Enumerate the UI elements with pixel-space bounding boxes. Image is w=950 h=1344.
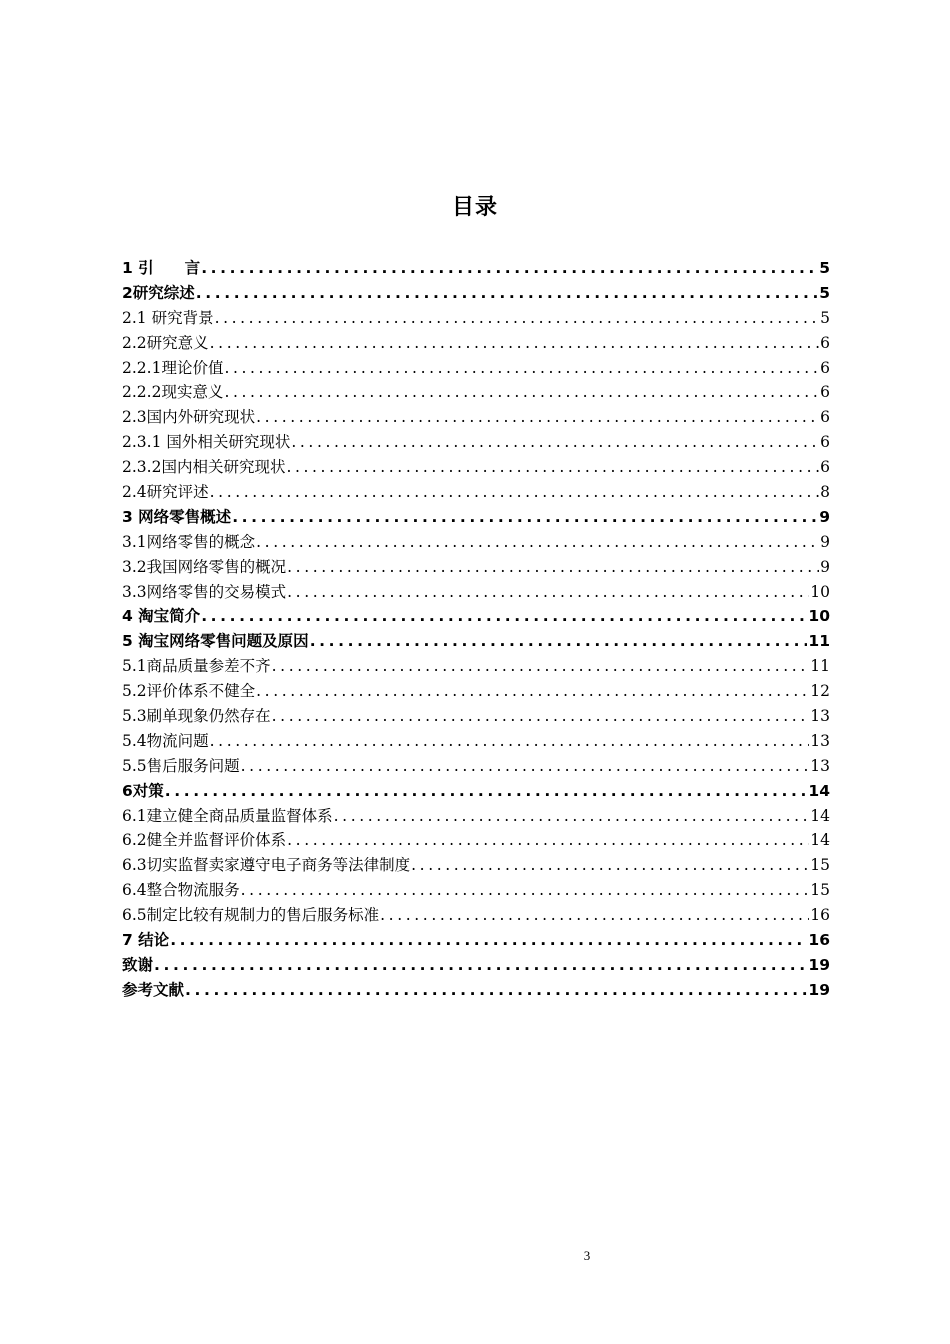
toc-entry-label: 6对策	[122, 781, 164, 800]
toc-dot-leader	[240, 754, 810, 779]
toc-entry[interactable]	[122, 555, 830, 580]
toc-entry-label: 6.4整合物流服务	[122, 881, 240, 900]
toc-entry-page: 6	[820, 383, 830, 402]
toc-dot-leader	[214, 306, 820, 331]
toc-dot-leader	[286, 555, 819, 580]
toc-entry[interactable]	[122, 530, 830, 555]
toc-entry[interactable]	[122, 729, 830, 754]
toc-entry-label: 致谢	[122, 955, 154, 974]
toc-entry[interactable]	[122, 405, 830, 430]
toc-entry-page: 9	[820, 557, 830, 576]
toc-entry-page: 8	[820, 483, 830, 502]
toc-entry-label: 1 引 言	[122, 259, 201, 277]
toc-entry[interactable]	[122, 430, 830, 455]
toc-dot-leader	[271, 704, 810, 729]
toc-entry-label: 参考文献	[122, 980, 185, 999]
toc-entry[interactable]	[122, 828, 830, 853]
toc-entry-label: 2.2研究意义	[122, 333, 209, 352]
toc-dot-leader	[255, 530, 819, 555]
toc-entry-label: 3.2我国网络零售的概况	[122, 557, 287, 576]
toc-entry-label: 2.2.1理论价值	[122, 358, 224, 377]
toc-entry-page: 19	[808, 955, 830, 974]
toc-entry-page: 14	[810, 831, 830, 850]
toc-entry-label: 4 淘宝简介	[122, 607, 201, 626]
toc-dot-leader	[286, 580, 809, 605]
toc-entry-label: 2.4研究评述	[122, 483, 209, 502]
toc-entry-label: 5.2评价体系不健全	[122, 682, 256, 701]
toc-dot-leader	[290, 430, 819, 455]
toc-entry[interactable]	[122, 604, 830, 629]
toc-entry-page: 10	[810, 582, 830, 601]
toc-dot-leader	[285, 455, 819, 480]
toc-entry-page: 6	[820, 358, 830, 377]
toc-entry-page: 12	[810, 682, 830, 701]
toc-entry[interactable]	[122, 505, 830, 530]
toc-entry-label: 6.3切实监督卖家遵守电子商务等法律制度	[122, 856, 411, 875]
toc-entry[interactable]	[122, 754, 830, 779]
toc-entry-label: 2.3.1 国外相关研究现状	[122, 433, 291, 452]
toc-dot-leader	[410, 853, 809, 878]
toc-dot-leader	[184, 978, 807, 1003]
toc-dot-leader	[169, 928, 807, 953]
toc-entry[interactable]	[122, 629, 830, 654]
toc-entry[interactable]	[122, 306, 830, 331]
toc-entry-page: 9	[820, 532, 830, 551]
toc-entry-page: 9	[819, 507, 830, 526]
toc-entry-page: 15	[810, 856, 830, 875]
toc-entry-label: 7 结论	[122, 931, 170, 950]
toc-entry-label: 5.5售后服务问题	[122, 756, 240, 775]
toc-dot-leader	[309, 629, 808, 654]
toc-dot-leader	[200, 256, 818, 281]
toc-entry-page: 13	[810, 756, 830, 775]
toc-dot-leader	[271, 654, 810, 679]
toc-entry[interactable]	[122, 779, 830, 804]
toc-entry[interactable]	[122, 704, 830, 729]
toc-dot-leader	[164, 779, 808, 804]
toc-entry-page: 11	[810, 657, 830, 676]
toc-dot-leader	[223, 380, 819, 405]
toc-entry-page: 14	[808, 781, 830, 800]
toc-entry[interactable]	[122, 480, 830, 505]
toc-entry-page: 5	[819, 259, 830, 277]
toc-entry[interactable]	[122, 256, 830, 281]
toc-entry-label: 2.2.2现实意义	[122, 383, 224, 402]
toc-entry-page: 6	[820, 408, 830, 427]
toc-entry-label: 5.4物流问题	[122, 731, 209, 750]
toc-entry-label: 5.3刷单现象仍然存在	[122, 707, 271, 726]
toc-entry[interactable]	[122, 903, 830, 928]
toc-entry-label: 5.1商品质量参差不齐	[122, 657, 271, 676]
toc-dot-leader	[195, 281, 818, 306]
toc-entry-page: 6	[820, 458, 830, 477]
toc-entry[interactable]	[122, 455, 830, 480]
toc-entry-page: 5	[819, 283, 830, 302]
toc-entry-page: 6	[820, 333, 830, 352]
toc-entry-label: 5 淘宝网络零售问题及原因	[122, 632, 309, 651]
toc-entry-label: 6.5制定比较有规制力的售后服务标准	[122, 906, 380, 925]
toc-entry-page: 6	[820, 433, 830, 452]
toc-entry-page: 19	[808, 980, 830, 999]
toc-entry[interactable]	[122, 380, 830, 405]
toc-entry[interactable]	[122, 580, 830, 605]
page-title: 目录	[451, 195, 498, 220]
toc-entry-page: 5	[820, 308, 830, 327]
toc-entry[interactable]	[122, 281, 830, 306]
toc-entry-page: 11	[808, 632, 830, 651]
toc-dot-leader	[153, 953, 807, 978]
toc-entry-page: 16	[810, 906, 830, 925]
toc-entry-label: 2.3.2国内相关研究现状	[122, 458, 286, 477]
toc-dot-leader	[200, 604, 807, 629]
toc-entry-label: 6.2健全并监督评价体系	[122, 831, 287, 850]
toc-dot-leader	[209, 331, 819, 356]
toc-entry-label: 3.1网络零售的概念	[122, 532, 256, 551]
toc-entry[interactable]	[122, 978, 830, 1003]
toc-dot-leader	[223, 356, 819, 381]
toc-entry-label: 2.1 研究背景	[122, 308, 214, 327]
toc-dot-leader	[255, 405, 819, 430]
toc-entry-label: 2.3国内外研究现状	[122, 408, 256, 427]
toc-entry-page: 14	[810, 806, 830, 825]
toc-entry[interactable]	[122, 804, 830, 829]
toc-entry-page: 13	[810, 731, 830, 750]
toc-entry[interactable]	[122, 953, 830, 978]
toc-entry[interactable]	[122, 853, 830, 878]
toc-dot-leader	[255, 679, 809, 704]
toc-entry-label: 2研究综述	[122, 283, 195, 302]
toc-dot-leader	[379, 903, 809, 928]
toc-entry[interactable]	[122, 654, 830, 679]
toc-dot-leader	[333, 804, 810, 829]
toc-entry[interactable]	[122, 928, 830, 953]
toc-entry-label: 3.3网络零售的交易模式	[122, 582, 287, 601]
toc-dot-leader	[209, 480, 819, 505]
table-of-contents	[122, 256, 830, 1003]
toc-entry-label: 6.1建立健全商品质量监督体系	[122, 806, 333, 825]
toc-entry-page: 15	[810, 881, 830, 900]
toc-dot-leader	[286, 828, 809, 853]
toc-dot-leader	[231, 505, 818, 530]
toc-entry-label: 3 网络零售概述	[122, 507, 232, 526]
toc-dot-leader	[240, 878, 810, 903]
toc-dot-leader	[209, 729, 810, 754]
toc-entry[interactable]	[122, 679, 830, 704]
toc-entry-page: 13	[810, 707, 830, 726]
toc-entry-page: 10	[808, 607, 830, 626]
toc-entry[interactable]	[122, 356, 830, 381]
page-number: 3	[583, 1248, 591, 1263]
toc-entry[interactable]	[122, 331, 830, 356]
toc-entry-page: 16	[808, 931, 830, 950]
toc-entry[interactable]	[122, 878, 830, 903]
